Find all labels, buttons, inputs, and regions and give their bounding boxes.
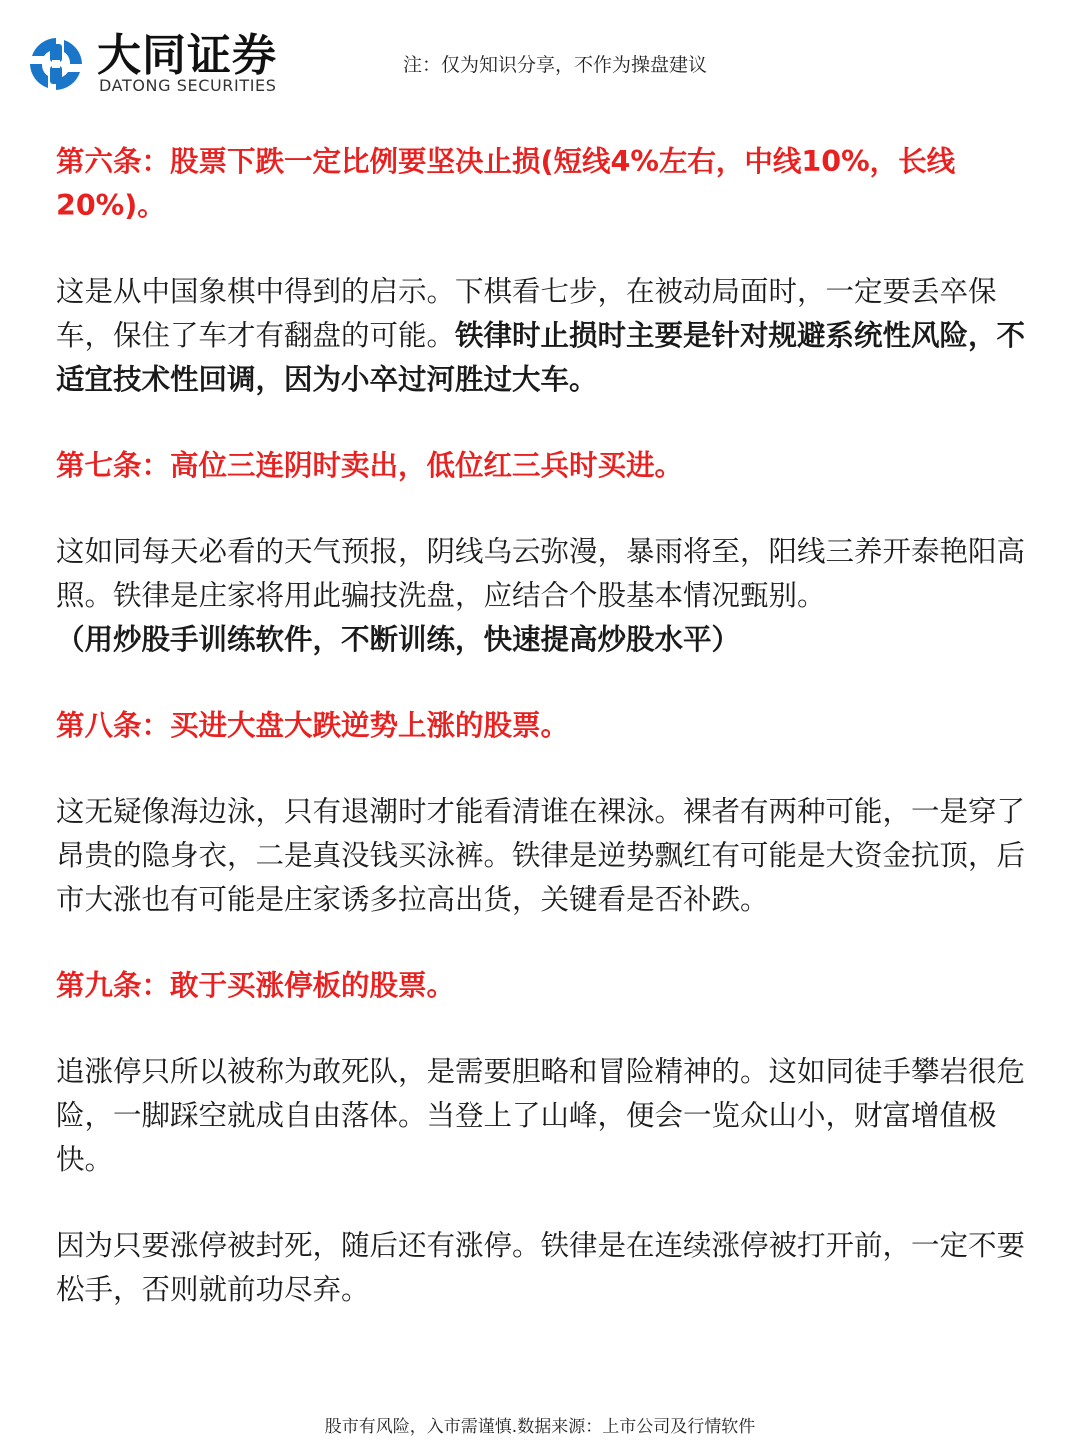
section-9-body-2: 因为只要涨停被封死，随后还有涨停。铁律是在连续涨停被打开前，一定不要松手，否则就前功尽弃。 xyxy=(56,1229,1026,1306)
page-header xyxy=(0,0,1080,120)
section-6-heading: 第六条：股票下跌一定比例要坚决止损(短线4%左右，中线10%，长线20%)。 xyxy=(56,145,956,222)
section-8-body: 这无疑像海边泳，只有退潮时才能看清谁在裸泳。裸者有两种可能，一是穿了昂贵的隐身衣，二是真没钱买泳裤。铁律是逆势飘红有可能是大资金抗顶，后市大涨也有可能是庄家诱多拉高出货，关键看是否补跌。 xyxy=(56,795,1026,916)
section-9-body-1: 追涨停只所以被称为敢死队，是需要胆略和冒险精神的。这如同徒手攀岩很危险，一脚踩空就成自由落体。当登上了山峰，便会一览众山小，财富增值极快。 xyxy=(56,1055,1026,1176)
section-7-body-text: 这如同每天必看的天气预报，阴线乌云弥漫，暴雨将至，阳线三养开泰艳阳高照。铁律是庄家将用此骗技洗盘，应结合个股基本情况甄别。 xyxy=(56,535,1026,612)
section-6-body-text: 这是从中国象棋中得到的启示。下棋看七步，在被动局面时，一定要丢卒保车，保住了车才有翻盘的可能。 xyxy=(56,275,997,352)
disclaimer-note: 注：仅为知识分享，不作为操盘建议 xyxy=(403,54,708,76)
section-6-body xyxy=(56,270,1026,402)
datong-logo-icon xyxy=(26,34,86,94)
section-8-heading: 第八条：买进大盘大跌逆势上涨的股票。 xyxy=(56,709,570,742)
article-body xyxy=(56,140,1026,1312)
brand-name-en: DATONG SECURITIES xyxy=(99,76,277,95)
brand-name-cn: 大同证券 xyxy=(97,30,277,81)
section-7-note: （用炒股手训练软件，不断训练，快速提高炒股水平） xyxy=(56,623,741,656)
section-7-heading: 第七条：高位三连阴时卖出，低位红三兵时买进。 xyxy=(56,449,684,482)
section-6-rule: 铁律时止损时主要是针对规避系统性风险，不适宜技术性回调，因为小卒过河胜过大车。 xyxy=(56,319,1026,396)
section-9-heading: 第九条：敢于买涨停板的股票。 xyxy=(56,969,456,1002)
footer-disclaimer: 股市有风险，入市需谨慎.数据来源：上市公司及行情软件 xyxy=(324,1417,756,1437)
section-7-body xyxy=(56,530,1026,662)
